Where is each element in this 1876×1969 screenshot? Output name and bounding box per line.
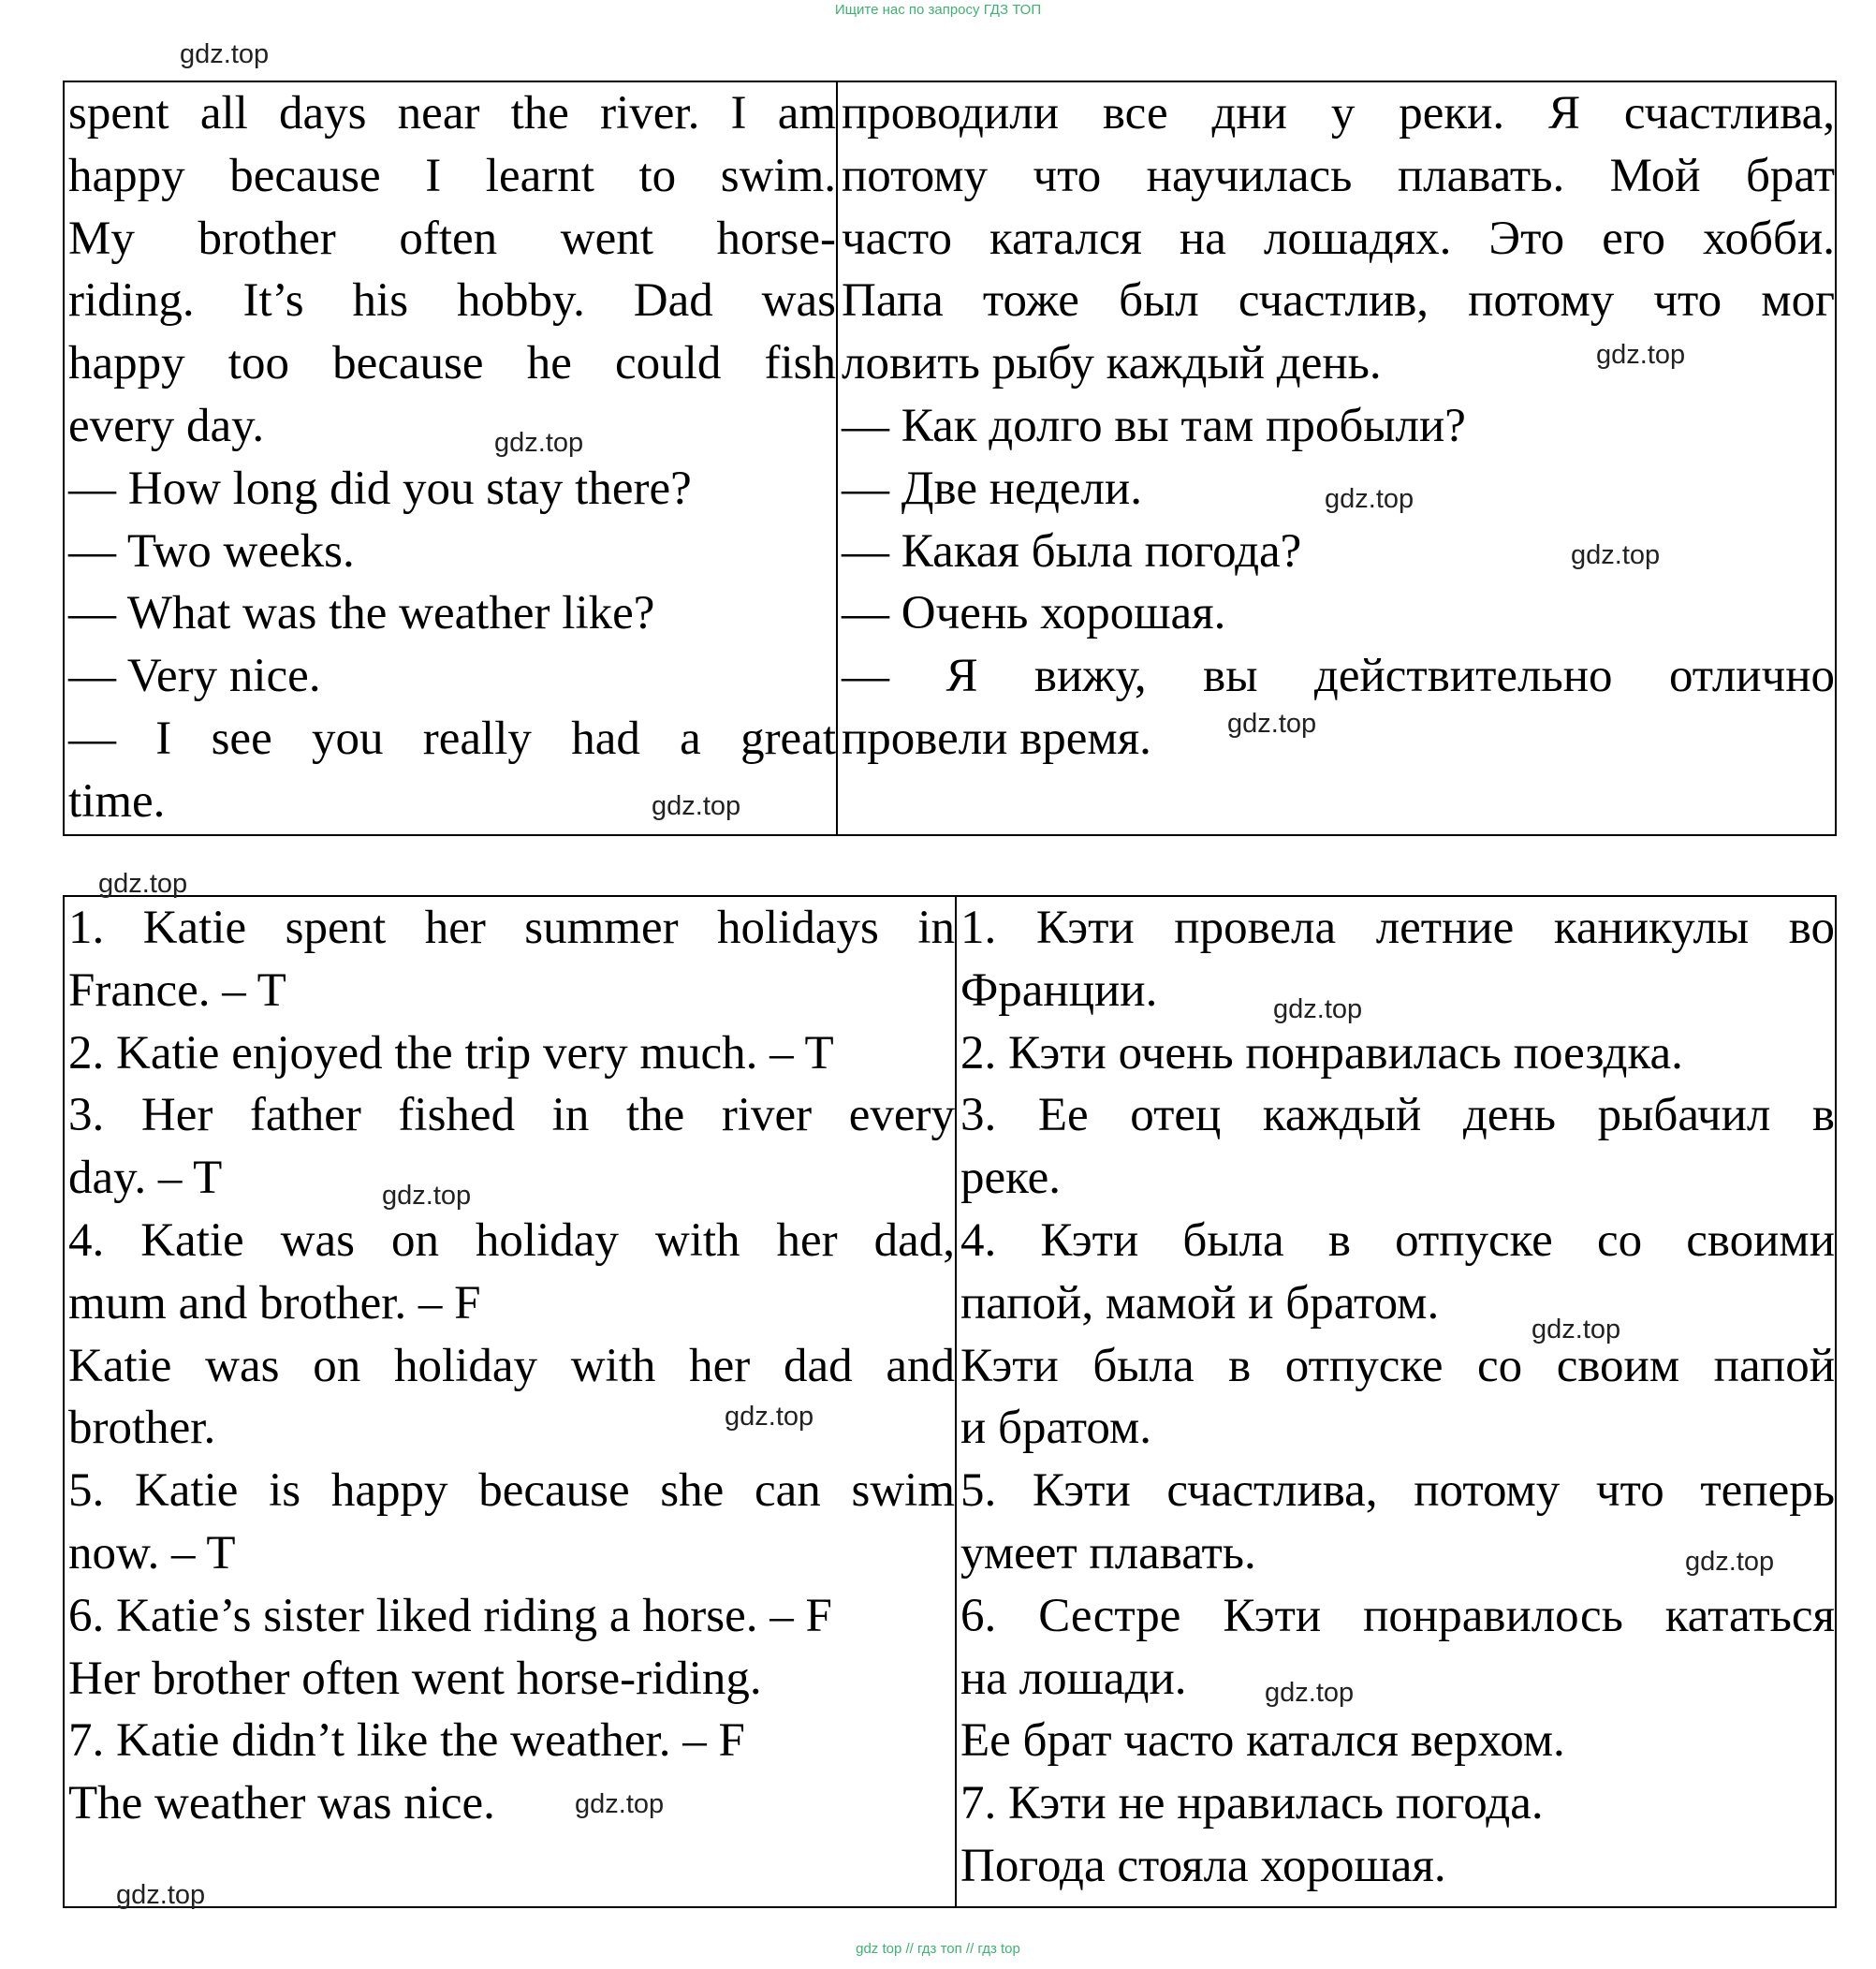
text-line: проводили все дни у реки. Я счастлива, <box>842 87 1835 140</box>
translation-table-1 <box>63 81 1837 836</box>
text-line: 4. Katie was on holiday with her dad, <box>68 1213 955 1267</box>
watermark: gdz.top <box>382 1181 472 1211</box>
text-line: — Очень хорошая. <box>842 587 1226 640</box>
english-column <box>65 897 957 1906</box>
text-line: Her brother often went horse-riding. <box>68 1652 762 1705</box>
text-line: 7. Кэти не нравилась погода. <box>960 1777 1544 1830</box>
text-line: mum and brother. – F <box>68 1276 481 1330</box>
text-line: 2. Кэти очень понравилась поездка. <box>960 1026 1683 1080</box>
watermark: gdz.top <box>180 39 270 69</box>
watermark: gdz.top <box>1227 709 1317 739</box>
text-line: 1. Katie spent her summer holidays in <box>68 902 955 954</box>
text-line: every day. <box>68 399 265 452</box>
watermark: gdz.top <box>1532 1315 1621 1345</box>
watermark: gdz.top <box>1596 340 1686 370</box>
russian-column <box>957 897 1835 1906</box>
watermark: gdz.top <box>98 869 188 899</box>
text-line: — Two weeks. <box>68 524 355 578</box>
watermark: gdz.top <box>1685 1547 1775 1577</box>
watermark: gdz.top <box>652 791 741 821</box>
watermark: gdz.top <box>1265 1678 1355 1708</box>
text-line: The weather was nice. <box>68 1777 495 1830</box>
text-line: 5. Katie is happy because she can swim <box>68 1464 955 1518</box>
text-line: Katie was on holiday with her dad and <box>68 1339 955 1392</box>
text-line: Папа тоже был счастлив, потому что мог <box>842 274 1835 328</box>
text-line: now. – T <box>68 1526 236 1580</box>
english-column <box>65 82 838 834</box>
text-line: happy too because he could fish <box>68 337 836 390</box>
text-line: My brother often went horse- <box>68 212 836 265</box>
watermark: gdz.top <box>1325 484 1414 514</box>
text-line: 3. Ее отец каждый день рыбачил в <box>960 1089 1835 1142</box>
text-line: провели время. <box>842 712 1151 765</box>
text-line: 1. Кэти провела летние каникулы во <box>960 902 1835 954</box>
text-line: — Я вижу, вы действительно отлично <box>842 650 1835 703</box>
text-line: — How long did you stay there? <box>68 462 692 515</box>
text-line: — I see you really had a great <box>68 712 836 765</box>
text-line: — Very nice. <box>68 650 321 703</box>
text-line: riding. It’s his hobby. Dad was <box>68 274 836 328</box>
translation-table-2 <box>63 895 1837 1908</box>
text-line: 6. Katie’s sister liked riding a horse. – F <box>68 1589 832 1642</box>
text-line: 2. Katie enjoyed the trip very much. – T <box>68 1026 834 1080</box>
text-line: — What was the weather like? <box>68 587 655 640</box>
text-line: day. – T <box>68 1152 223 1205</box>
text-line: — Какая была погода? <box>842 524 1302 578</box>
watermark: gdz.top <box>116 1880 206 1910</box>
text-line: Погода стояла хорошая. <box>960 1839 1446 1892</box>
watermark: gdz.top <box>725 1402 814 1432</box>
text-line: умеет плавать. <box>960 1526 1256 1580</box>
text-line: Кэти была в отпуске со своим папой <box>960 1339 1835 1392</box>
text-line: и братом. <box>960 1402 1151 1455</box>
text-line: 7. Katie didn’t like the weather. – F <box>68 1714 745 1768</box>
text-line: Ее брат часто катался верхом. <box>960 1714 1565 1768</box>
text-line: — Две недели. <box>842 462 1143 515</box>
watermark: gdz.top <box>575 1789 665 1819</box>
text-line: 3. Her father fished in the river every <box>68 1089 955 1142</box>
russian-column <box>838 82 1835 834</box>
text-line: 6. Сестре Кэти понравилось кататься <box>960 1589 1835 1642</box>
watermark: gdz.top <box>1273 994 1363 1024</box>
text-line: happy because I learnt to swim. <box>68 149 836 202</box>
text-line: ловить рыбу каждый день. <box>842 337 1382 390</box>
text-line: Франции. <box>960 963 1158 1017</box>
text-line: 5. Кэти счастлива, потому что теперь <box>960 1464 1835 1518</box>
text-line: brother. <box>68 1402 216 1455</box>
watermark: gdz.top <box>1571 540 1661 570</box>
text-line: spent all days near the river. I am <box>68 87 836 140</box>
text-line: 4. Кэти была в отпуске со своими <box>960 1213 1835 1267</box>
text-line: на лошади. <box>960 1652 1187 1705</box>
text-line: — Как долго вы там пробыли? <box>842 399 1466 452</box>
text-line: реке. <box>960 1152 1062 1205</box>
top-banner: Ищите нас по запросу ГДЗ ТОП <box>834 2 1042 18</box>
watermark: gdz.top <box>494 428 584 458</box>
text-line: time. <box>68 774 166 828</box>
bottom-banner: gdz top // гдз топ // гдз top <box>856 1941 1020 1957</box>
text-line: France. – T <box>68 963 286 1017</box>
text-line: часто катался на лошадях. Это его хобби. <box>842 212 1835 265</box>
text-line: папой, мамой и братом. <box>960 1276 1440 1330</box>
text-line: потому что научилась плавать. Мой брат <box>842 149 1835 202</box>
